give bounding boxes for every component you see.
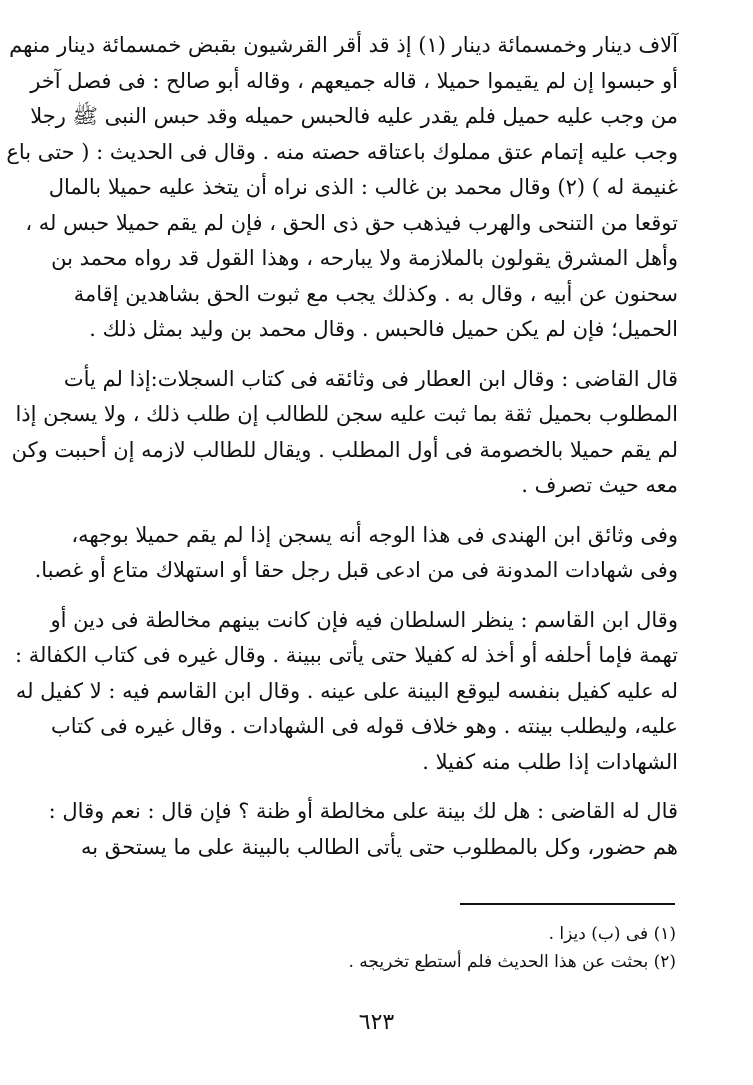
text-line: قال القاضى : وقال ابن العطار فى وثائقه فى كتاب السجلات:إذا لم يأت xyxy=(63,366,678,391)
page-body xyxy=(6,28,678,865)
text-line: المطلوب بحميل ثقة بما ثبت عليه سجن للطالب إن طلب ذلك ، ولا يسجن إذا xyxy=(15,402,678,426)
text-line: معه حيث تصرف . xyxy=(521,473,678,497)
text-line: وأهل المشرق يقولون بالملازمة ولا يبارحه ، وهذا القول قد رواه محمد بن xyxy=(51,246,678,270)
page-number: ٦٢٣ xyxy=(358,1010,395,1035)
text-line: أو حبسوا إن لم يقيموا حميلا ، قاله جميعهم ، وقاله أبو صالح : فى فصل آخر xyxy=(30,68,678,93)
text-line: تهمة فإما أحلفه أو أخذ له كفيلا حتى يأتى ببينة . وقال غيره فى كتاب الكفالة : xyxy=(15,643,678,667)
paragraph-gap xyxy=(78,348,678,362)
text-line: لم يقم حميلا بالخصومة فى أول المطلب . ويقال للطالب لازمه إن أحببت وكن xyxy=(11,437,678,462)
text-line: عليه، وليطلب بينته . وهو خلاف قوله فى الشهادات . وقال غيره فى كتاب xyxy=(51,714,678,738)
footnote-2: (٢) بحثت عن هذا الحديث فلم أستطع تخريجه . xyxy=(348,952,676,972)
text-line: غنيمة له ) (٢) وقال محمد بن غالب : الذى نراه أن يتخذ عليه حميلا بالمال xyxy=(48,175,678,199)
text-line: الحميل؛ فإن لم يكن حميل فالحبس . وقال محمد بن وليد بمثل ذلك . xyxy=(89,317,678,341)
text-line: الشهادات إذا طلب منه كفيلا . xyxy=(422,749,678,774)
text-line: توقعا من التنحى والهرب فيذهب حق ذى الحق ، فإن لم يقم حميلا حبس له ، xyxy=(25,210,678,235)
paragraph-gap xyxy=(78,780,678,794)
footnotes xyxy=(78,920,676,976)
paragraph-5 xyxy=(48,794,678,865)
text-line: سحنون عن أبيه ، وقال به . وكذلك يجب مع ثبوت الحق بشاهدين إقامة xyxy=(73,281,678,306)
text-line: آلاف دينار وخمسمائة دينار (١) إذ قد أقر القرشيون بقبض خمسمائة دينار منهم xyxy=(9,33,678,57)
footnote-divider xyxy=(460,903,675,905)
text-line: قال له القاضى : هل لك بينة على مخالطة أو ظنة ؟ فإن قال : نعم وقال : xyxy=(48,799,678,823)
paragraph-gap xyxy=(78,589,678,603)
text-line: هم حضور، وكل بالمطلوب حتى يأتى الطالب بالبينة على ما يستحق به xyxy=(81,834,678,859)
text-line: وفى شهادات المدونة فى من ادعى قبل رجل حقا أو استهلاك متاع أو غصبا. xyxy=(34,558,678,582)
text-line: وقال ابن القاسم : ينظر السلطان فيه فإن كانت بينهم مخالطة فى دين أو xyxy=(50,607,678,632)
paragraph-3 xyxy=(34,518,678,589)
paragraph-gap xyxy=(78,504,678,518)
text-line: وفى وثائق ابن الهندى فى هذا الوجه أنه يسجن إذا لم يقم حميلا بوجهه، xyxy=(71,522,678,547)
text-line: من وجب عليه حميل فلم يقدر عليه فالحبس حميله وقد حبس النبى ﷺ رجلا xyxy=(30,104,678,128)
footnote-1: (١) فى (ب) ديزا . xyxy=(548,924,676,944)
text-line: له عليه كفيل بنفسه ليوقع البينة على عينه . وقال ابن القاسم فيه : لا كفيل له xyxy=(15,678,678,703)
paragraph-2 xyxy=(11,362,678,504)
paragraph-1 xyxy=(6,28,678,348)
paragraph-4 xyxy=(15,603,678,781)
text-line: وجب عليه إتمام عتق مملوك باعتاقه حصته منه . وقال فى الحديث : ( حتى باع xyxy=(6,139,678,164)
